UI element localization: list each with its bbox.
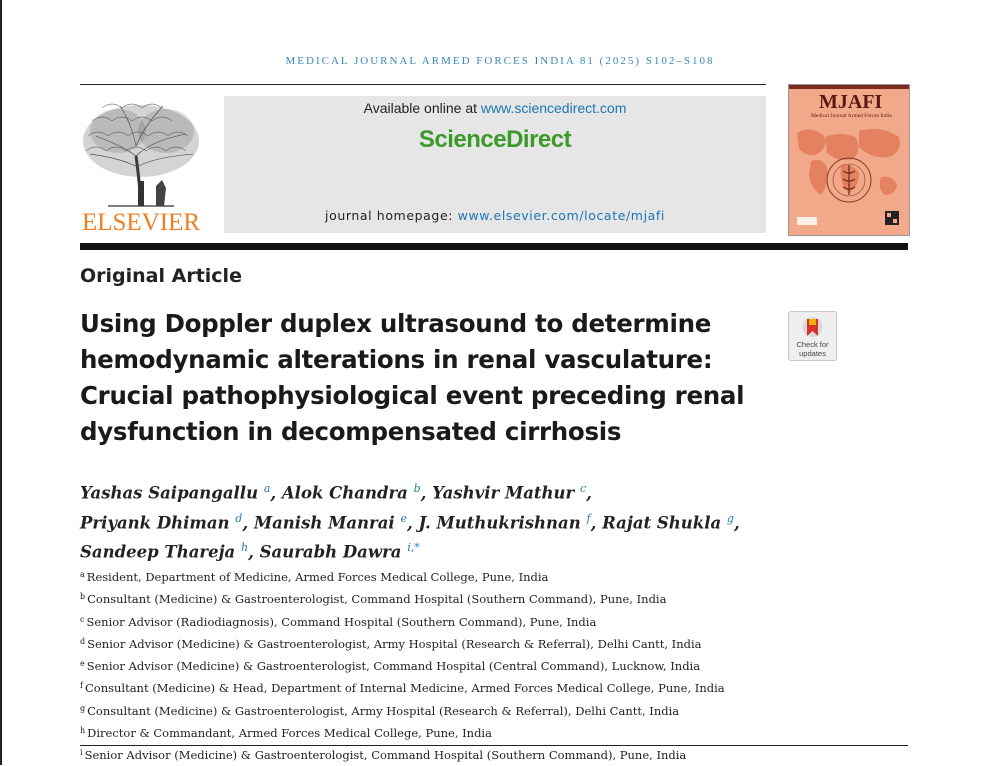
author-affil-ref[interactable]: f bbox=[586, 511, 591, 525]
author-line bbox=[80, 535, 780, 565]
affiliation-key: d bbox=[80, 636, 86, 646]
affiliation-item bbox=[80, 721, 900, 743]
author-name: Yashas Saipangallu bbox=[80, 483, 259, 503]
author-separator: , bbox=[242, 513, 254, 532]
affiliation-item bbox=[80, 676, 900, 698]
author-separator: , bbox=[420, 483, 433, 503]
cover-journal-title: MJAFI bbox=[819, 91, 883, 113]
affiliation-item bbox=[80, 699, 900, 721]
author-list bbox=[80, 476, 780, 565]
author-line bbox=[80, 476, 780, 506]
page-left-border bbox=[0, 0, 2, 765]
affiliation-text: Consultant (Medicine) & Head, Department of Internal Medicine, Armed Forces Medical College, Pune, India bbox=[84, 681, 725, 696]
affiliation-key: e bbox=[80, 659, 85, 669]
author-affil-ref[interactable]: g bbox=[726, 511, 734, 525]
affiliation-text: Consultant (Medicine) & Gastroenterologist, Army Hospital (Research & Referral), Delhi Cantt, India bbox=[87, 703, 680, 718]
author-separator: , bbox=[248, 542, 260, 562]
author-separator: , bbox=[733, 513, 740, 532]
author-name: Rajat Shukla bbox=[602, 513, 722, 532]
header-thick-rule bbox=[80, 243, 908, 250]
available-online-text bbox=[224, 100, 766, 116]
affiliation-item bbox=[80, 654, 900, 676]
elsevier-wordmark: ELSEVIER bbox=[81, 209, 201, 236]
homepage-prefix: journal homepage: bbox=[325, 208, 458, 223]
affiliation-item bbox=[80, 587, 900, 609]
article-title bbox=[80, 306, 760, 450]
article-type: Original Article bbox=[80, 265, 242, 287]
affiliation-key: g bbox=[80, 703, 86, 713]
author-name: Manish Manrai bbox=[253, 513, 395, 532]
author-affil-ref[interactable]: d bbox=[235, 511, 243, 525]
affiliation-key: b bbox=[80, 592, 86, 602]
author-name: Sandeep Thareja bbox=[80, 542, 236, 562]
affiliation-key: f bbox=[80, 681, 83, 691]
affiliation-text: Consultant (Medicine) & Gastroenterologist, Command Hospital (Southern Command), Pune, India bbox=[87, 592, 667, 607]
sciencedirect-banner bbox=[224, 96, 766, 233]
author-separator: , bbox=[590, 513, 603, 532]
check-label-line: updates bbox=[799, 349, 826, 358]
author-affil-ref[interactable]: a bbox=[263, 482, 271, 495]
sciencedirect-link[interactable]: www.sciencedirect.com bbox=[480, 100, 627, 116]
author-name: Yashvir Mathur bbox=[432, 483, 575, 503]
affiliation-text: Senior Advisor (Radiodiagnosis), Command Hospital (Southern Command), Pune, India bbox=[86, 614, 597, 629]
author-affil-ref[interactable]: e bbox=[400, 511, 407, 525]
title-line: Crucial pathophysiological event preceding renal bbox=[80, 381, 745, 410]
affiliation-list bbox=[80, 565, 900, 766]
affiliation-item bbox=[80, 610, 900, 632]
affiliation-key: i bbox=[80, 748, 83, 758]
check-label-line: Check for bbox=[796, 340, 829, 349]
journal-citation: MEDICAL JOURNAL ARMED FORCES INDIA 81 (2025) S102–S108 bbox=[285, 55, 715, 67]
author-separator: , bbox=[406, 513, 419, 532]
affiliation-text: Senior Advisor (Medicine) & Gastroenterologist, Army Hospital (Research & Referral), Delhi Cantt, India bbox=[87, 636, 702, 651]
author-affil-ref[interactable]: b bbox=[413, 482, 421, 495]
author-affil-ref[interactable]: i,* bbox=[407, 541, 420, 554]
bookmark-ribbon-icon bbox=[789, 314, 836, 342]
affiliation-item bbox=[80, 743, 900, 765]
author-name: Alok Chandra bbox=[281, 483, 408, 503]
journal-cover-thumbnail bbox=[788, 84, 910, 236]
affiliation-key: c bbox=[80, 614, 85, 624]
affiliation-key: a bbox=[80, 570, 85, 579]
author-separator: , bbox=[586, 483, 592, 503]
cover-journal-subtitle: Medical Journal Armed Forces India bbox=[811, 113, 892, 119]
journal-homepage-text bbox=[224, 208, 766, 223]
author-name: Priyank Dhiman bbox=[80, 513, 230, 532]
author-affil-ref[interactable]: h bbox=[241, 541, 249, 554]
author-line bbox=[80, 506, 780, 536]
sciencedirect-brand: ScienceDirect bbox=[418, 126, 572, 153]
available-prefix: Available online at bbox=[363, 100, 481, 116]
title-line: dysfunction in decompensated cirrhosis bbox=[80, 417, 622, 446]
author-name: J. Muthukrishnan bbox=[418, 513, 581, 532]
affiliation-text: Senior Advisor (Medicine) & Gastroenterologist, Command Hospital (Central Command), Lucknow, India bbox=[86, 659, 701, 674]
author-name: Saurabh Dawra bbox=[259, 542, 402, 562]
author-affil-ref[interactable]: c bbox=[579, 482, 587, 495]
title-line: hemodynamic alterations in renal vasculature: bbox=[80, 345, 713, 374]
affiliation-item bbox=[80, 565, 900, 587]
author-separator: , bbox=[270, 483, 282, 503]
affiliation-item bbox=[80, 632, 900, 654]
check-for-updates-label bbox=[789, 340, 836, 358]
header-rule bbox=[80, 84, 766, 85]
check-for-updates-button[interactable] bbox=[788, 311, 837, 361]
journal-homepage-link[interactable]: www.elsevier.com/locate/mjafi bbox=[457, 208, 665, 223]
affiliation-key: h bbox=[80, 726, 86, 736]
footer-rule bbox=[80, 745, 908, 746]
title-line: Using Doppler duplex ultrasound to determine bbox=[80, 309, 712, 338]
affiliation-text: Senior Advisor (Medicine) & Gastroenterologist, Command Hospital (Southern Command), Pune, India bbox=[84, 748, 687, 763]
affiliation-text: Director & Commandant, Armed Forces Medical College, Pune, India bbox=[87, 726, 492, 741]
affiliation-text: Resident, Department of Medicine, Armed Forces Medical College, Pune, India bbox=[86, 570, 549, 584]
